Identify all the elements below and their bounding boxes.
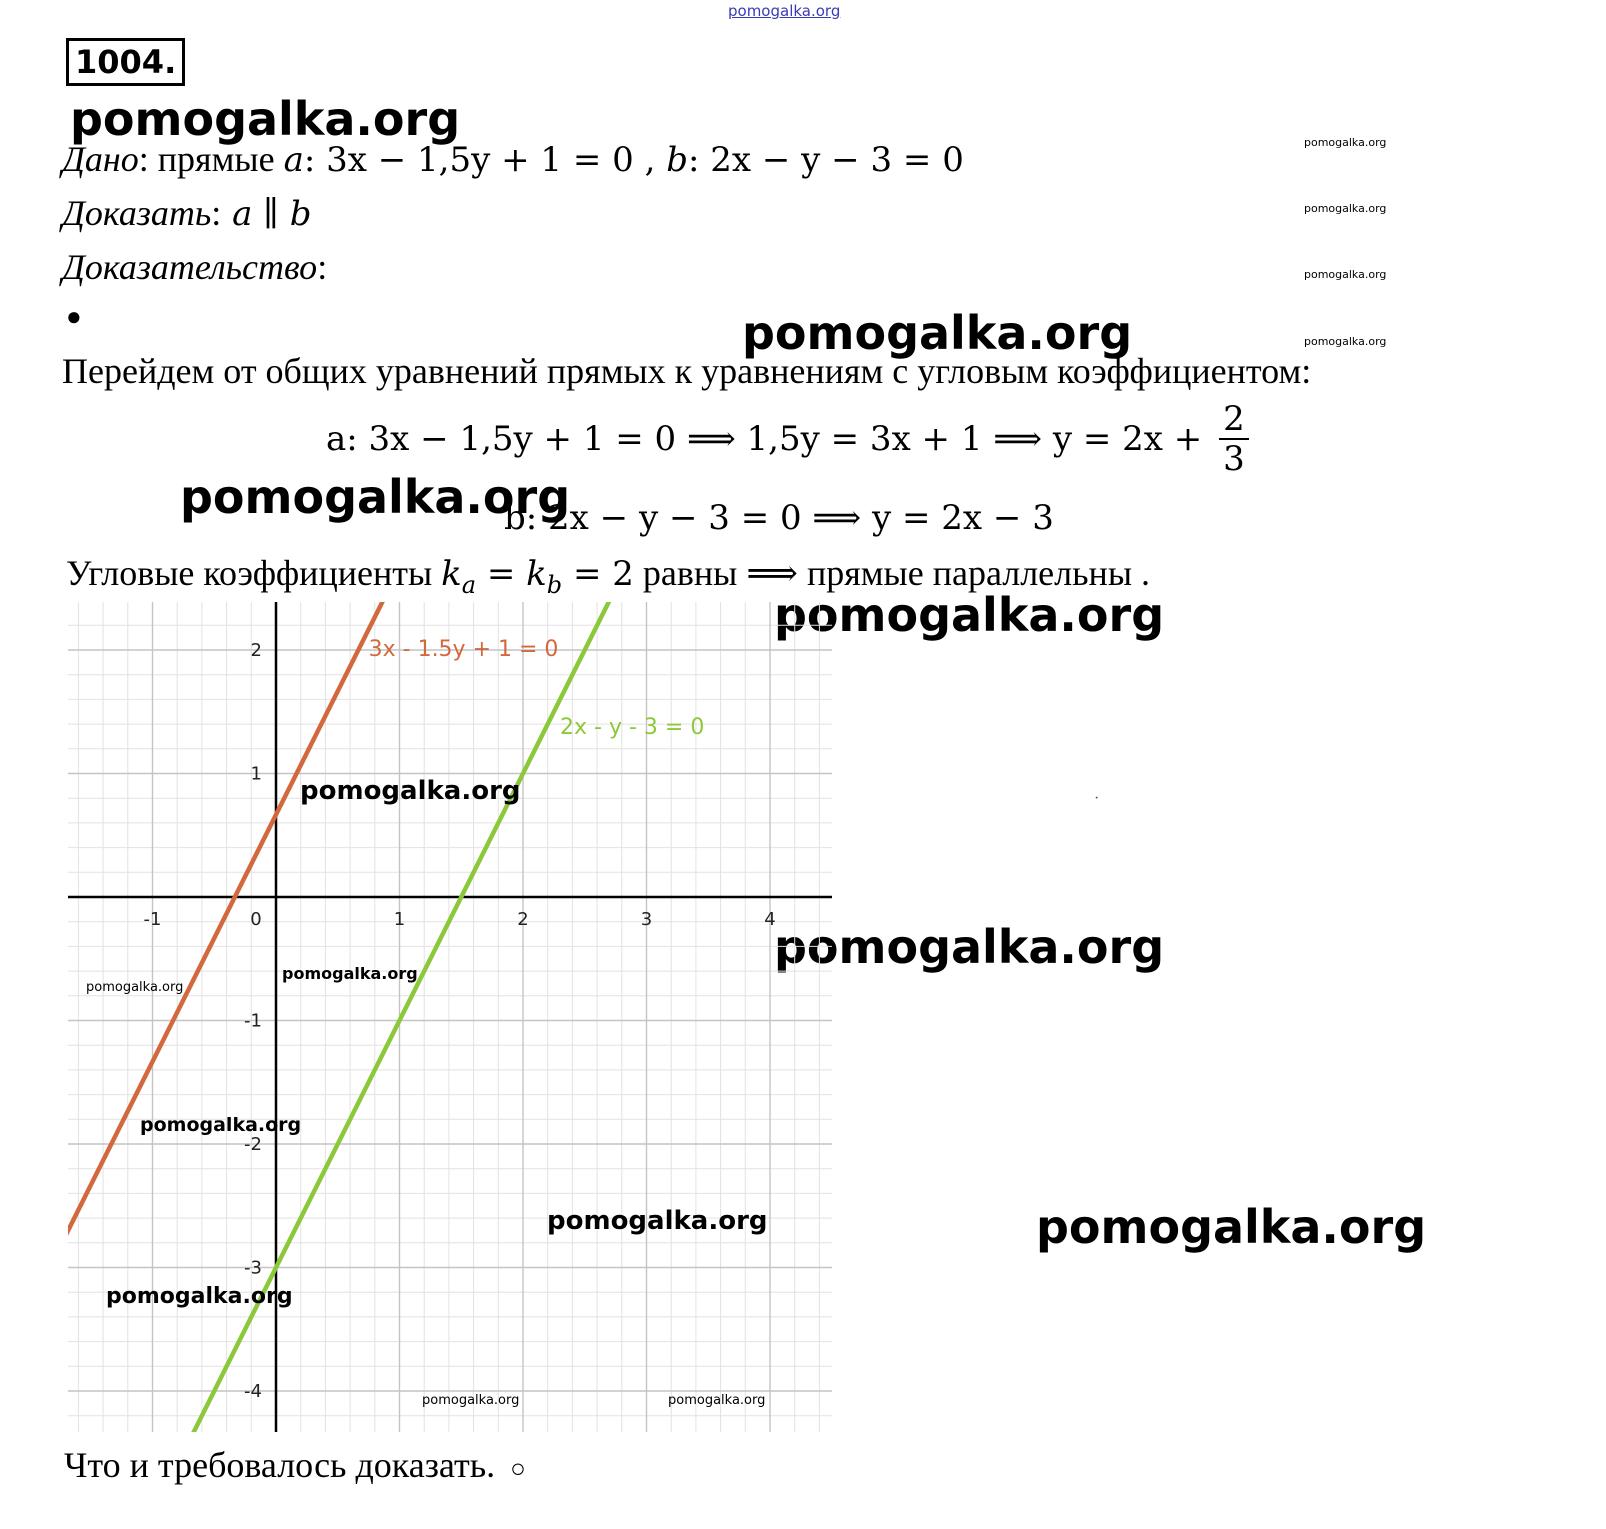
line-a-name: a [283,140,304,180]
x-tick-label: 0 [250,909,262,930]
prove-line [62,192,311,234]
watermark: pomogalka.org [1304,136,1387,149]
watermark: pomogalka.org [547,1206,768,1236]
top-watermark: pomogalka.org [728,2,841,20]
bullet: ● [66,302,82,331]
line-b-label: 2x - y - 3 = 0 [560,714,705,740]
watermark: pomogalka.org [106,1284,293,1309]
proof-sep: : [317,247,328,287]
y-tick-label: -1 [244,1010,262,1032]
x-tick-label: 1 [393,909,406,930]
conclusion-rest: равны ⟹ прямые параллельны . [633,553,1150,593]
fraction-numerator: 2 [1219,400,1249,440]
equals: = [476,554,527,594]
watermark: pomogalka.org [1304,335,1387,348]
conclusion-prefix: Угловые коэффициенты [66,553,442,593]
x-tick-label: 3 [640,909,653,930]
k-b: $k_b$ [526,554,563,599]
line-a-label: 3x - 1.5y + 1 = 0 [368,637,559,663]
end-mark: ○ [510,1454,526,1483]
step1-text: Перейдем от общих уравнений прямых к уравнениям с угловым коэффициентом: [62,351,1312,391]
watermark: pomogalka.org [1036,1200,1427,1254]
watermark: pomogalka.org [422,1393,520,1408]
proof-label: Доказательство [62,247,318,287]
prove-statement: a ∥ b [221,194,312,234]
y-tick-label: 1 [250,763,262,785]
equals-two: = 2 [562,554,634,594]
y-tick-label: -4 [244,1381,262,1402]
prove-sep: : [211,193,222,233]
y-tick-label: -3 [244,1257,262,1279]
watermark: pomogalka.org [180,470,571,524]
y-tick-label: -2 [244,1134,262,1155]
watermark: pomogalka.org [1304,268,1387,281]
equation-a-body: a: 3x − 1,5y + 1 = 0 ⟹ 1,5y = 3x + 1 ⟹ y = 2x + [326,419,1203,459]
given-text: прямые [148,139,284,179]
y-tick-label: 2 [250,640,262,661]
equation-b: b: 2x − y − 3 = 0 ⟹ y = 2x − 3 [504,498,1054,538]
problem-number: 1004. [66,38,185,86]
watermark: pomogalka.org [742,306,1133,360]
watermark: pomogalka.org [86,980,184,995]
watermark: pomogalka.org [140,1114,302,1136]
k-a: $k_a$ [441,554,477,599]
given-label: Дано [62,139,139,179]
watermark: pomogalka.org [774,588,1165,642]
line-a-equation: : 3x − 1,5y + 1 = 0 , [303,140,667,180]
watermark: pomogalka.org [70,92,461,146]
equation-a [326,400,1249,478]
x-tick-label: 2 [517,909,529,930]
line-a [68,602,832,1309]
x-tick-label: 4 [764,909,776,930]
conclusion-line [66,552,1150,599]
prove-label: Доказать [62,193,212,233]
proof-line [62,246,327,288]
watermark: pomogalka.org [1304,202,1387,215]
watermark: pomogalka.org [282,964,418,983]
final-text: Что и требовалось доказать. [64,1445,496,1485]
watermark: pomogalka.org [668,1393,766,1408]
given-sep: : [138,139,149,179]
watermark: pomogalka.org [300,776,521,806]
fraction [1219,400,1249,478]
x-tick-label: -1 [143,909,162,930]
given-line [62,138,964,180]
line-b-equation: : 2x − y − 3 = 0 [687,140,964,180]
fraction-denominator: 3 [1223,439,1245,479]
final-line [64,1444,526,1486]
stray-mark: · [1094,790,1100,807]
watermark: pomogalka.org [774,920,1165,974]
line-b-name: b [666,140,688,180]
